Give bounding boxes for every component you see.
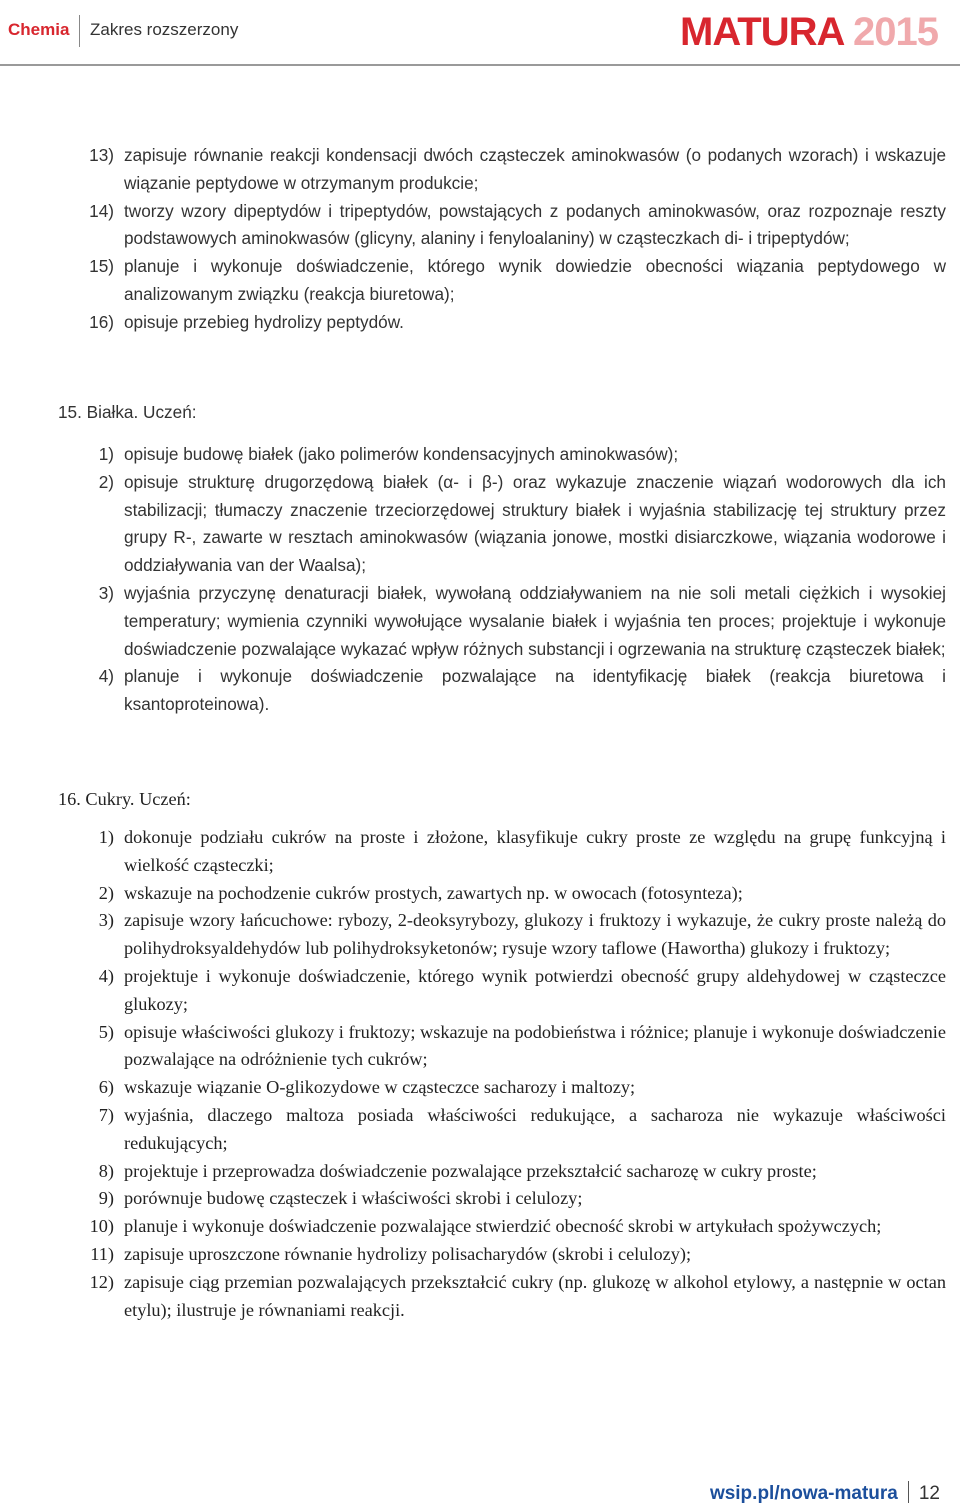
list-item — [80, 198, 946, 254]
list-item — [80, 309, 946, 337]
header-divider — [79, 15, 80, 47]
peptides-list — [80, 142, 946, 337]
item-text: zapisuje wzory łańcuchowe: rybozy, 2-deoksyrybozy, glukozy i fruktozy i wykazuje, że cukry proste należą do polihydroksyaldehydów lub polihydroksyketonów; rysuje wzory taflowe (Hawortha) glukozy i fruktozy; — [124, 910, 946, 959]
list-item — [80, 1269, 946, 1325]
item-number: 8) — [98, 1160, 114, 1181]
subject-label: Chemia — [8, 20, 70, 39]
sugars-list — [80, 824, 946, 1324]
item-number: 16) — [89, 311, 114, 332]
item-text: projektuje i przeprowadza doświadczenie pozwalające przekształcić sacharozę w cukry proste; — [124, 1160, 817, 1181]
item-number: 10) — [89, 1216, 114, 1237]
item-text: dokonuje podziału cukrów na proste i złożone, klasyfikuje cukry proste ze względu na grupę funkcyjną i wielkość cząsteczki; — [124, 827, 946, 875]
item-number: 14) — [89, 200, 114, 221]
list-item — [80, 253, 946, 309]
page-footer — [710, 1481, 940, 1505]
list-item — [80, 1241, 946, 1269]
list-item — [80, 663, 946, 719]
item-number: 7) — [98, 1104, 114, 1125]
item-text: planuje i wykonuje doświadczenie pozwalające stwierdzić obecność skrobi w artykułach spożywczych; — [124, 1216, 882, 1237]
list-item — [80, 1158, 946, 1186]
item-text: zapisuje uproszczone równanie hydrolizy polisacharydów (skrobi i celulozy); — [124, 1243, 692, 1264]
item-number: 13) — [89, 145, 114, 165]
section-heading-sugars: 16. Cukry. Uczeń: — [58, 789, 191, 809]
logo-year: 2015 — [853, 10, 938, 54]
item-number: 4) — [98, 965, 114, 986]
item-number: 4) — [98, 666, 114, 687]
list-item — [80, 580, 946, 663]
item-text: wyjaśnia przyczynę denaturacji białek, wywołaną oddziaływaniem na nie soli metali ciężkich i wysokiej temperatury; wymienia czynniki wywołujące wysalanie białek i wyjaśnia ten proces; projektuje i wykonuje doświadczenie pozwalające wykazać wpływ różnych substancji i ogrzewania na strukturę cząsteczek białek; — [124, 582, 946, 659]
item-text: opisuje strukturę drugorzędową białek (α- i β-) oraz wykazuje znaczenie wiązań wodorowych dla ich stabilizacji; tłumaczy znaczenie trzeciorzędowej struktury białek i wyjaśnia stabilizację tej struktury przez grupy R-, zawarte w resztach aminokwasów (wiązania jonowe, mostki disiarczkowe, wiązania wodorowe i oddziaływania van der Waalsa); — [124, 471, 946, 576]
list-item — [80, 441, 946, 469]
scope-label: Zakres rozszerzony — [90, 20, 239, 39]
item-text: opisuje budowę białek (jako polimerów kondensacyjnych aminokwasów); — [124, 444, 679, 464]
page-header — [0, 0, 960, 66]
list-item — [80, 963, 946, 1019]
matura-logo — [680, 8, 938, 56]
proteins-list — [80, 441, 946, 719]
item-number: 1) — [98, 444, 114, 464]
list-item — [80, 1213, 946, 1241]
list-item — [80, 880, 946, 908]
item-text: zapisuje równanie reakcji kondensacji dwóch cząsteczek aminokwasów (o podanych wzorach) i wskazuje wiązanie peptydowe w otrzymanym produkcie; — [124, 145, 946, 193]
item-text: zapisuje ciąg przemian pozwalających przekształcić cukry (np. glukozę w alkohol etylowy, a następnie w octan etylu); ilustruje je równaniami reakcji. — [124, 1271, 946, 1320]
list-item — [80, 142, 946, 198]
list-item — [80, 1102, 946, 1158]
list-item — [80, 469, 946, 580]
list-item — [80, 824, 946, 880]
item-text: opisuje właściwości glukozy i fruktozy; wskazuje na podobieństwa i różnice; planuje i wykonuje doświadczenie pozwalające na odróżnienie tych cukrów; — [124, 1021, 946, 1070]
item-number: 1) — [98, 827, 114, 847]
list-item — [80, 907, 946, 963]
item-text: planuje i wykonuje doświadczenie pozwalające na identyfikację białek (reakcja biuretowa i ksantoproteinowa). — [124, 666, 946, 715]
item-number: 3) — [98, 582, 114, 603]
item-number: 12) — [89, 1271, 114, 1292]
item-text: planuje i wykonuje doświadczenie, którego wynik dowiedzie obecności wiązania peptydowego w analizowanym związku (reakcja biuretowa); — [124, 256, 946, 304]
footer-link[interactable]: wsip.pl/nowa-matura — [709, 1483, 898, 1504]
section-heading-proteins: 15. Białka. Uczeń: — [58, 402, 197, 422]
item-text: wskazuje na pochodzenie cukrów prostych, zawartych np. w owocach (fotosynteza); — [124, 882, 743, 903]
list-item — [80, 1185, 946, 1213]
item-number: 11) — [90, 1243, 114, 1264]
item-text: wskazuje wiązanie O-glikozydowe w cząsteczce sacharozy i maltozy; — [124, 1077, 636, 1098]
item-text: projektuje i wykonuje doświadczenie, którego wynik potwierdzi obecność grupy aldehydowej w cząsteczce glukozy; — [124, 965, 946, 1014]
item-text: porównuje budowę cząsteczek i właściwości skrobi i celulozy; — [124, 1188, 583, 1209]
item-number: 9) — [98, 1188, 114, 1209]
item-text: wyjaśnia, dlaczego maltoza posiada właściwości redukujące, a sacharoza nie wykazuje właściwości redukujących; — [124, 1104, 946, 1153]
item-number: 15) — [89, 256, 114, 277]
page-number: 12 — [918, 1483, 940, 1504]
item-number: 6) — [98, 1077, 114, 1098]
list-item — [80, 1074, 946, 1102]
header-rule — [0, 64, 960, 66]
item-number: 5) — [98, 1021, 114, 1042]
item-text: tworzy wzory dipeptydów i tripeptydów, powstających z podanych aminokwasów, oraz rozpoznaje reszty podstawowych aminokwasów (glicyny, alaniny i fenyloalaniny) w cząsteczkach di- i tripeptydów; — [124, 200, 946, 249]
item-number: 2) — [98, 471, 114, 492]
item-text: opisuje przebieg hydrolizy peptydów. — [124, 311, 404, 332]
item-number: 2) — [98, 882, 114, 903]
list-item — [80, 1019, 946, 1075]
logo-word: MATURA — [680, 10, 843, 54]
footer-divider — [908, 1481, 909, 1503]
item-number: 3) — [98, 910, 114, 931]
